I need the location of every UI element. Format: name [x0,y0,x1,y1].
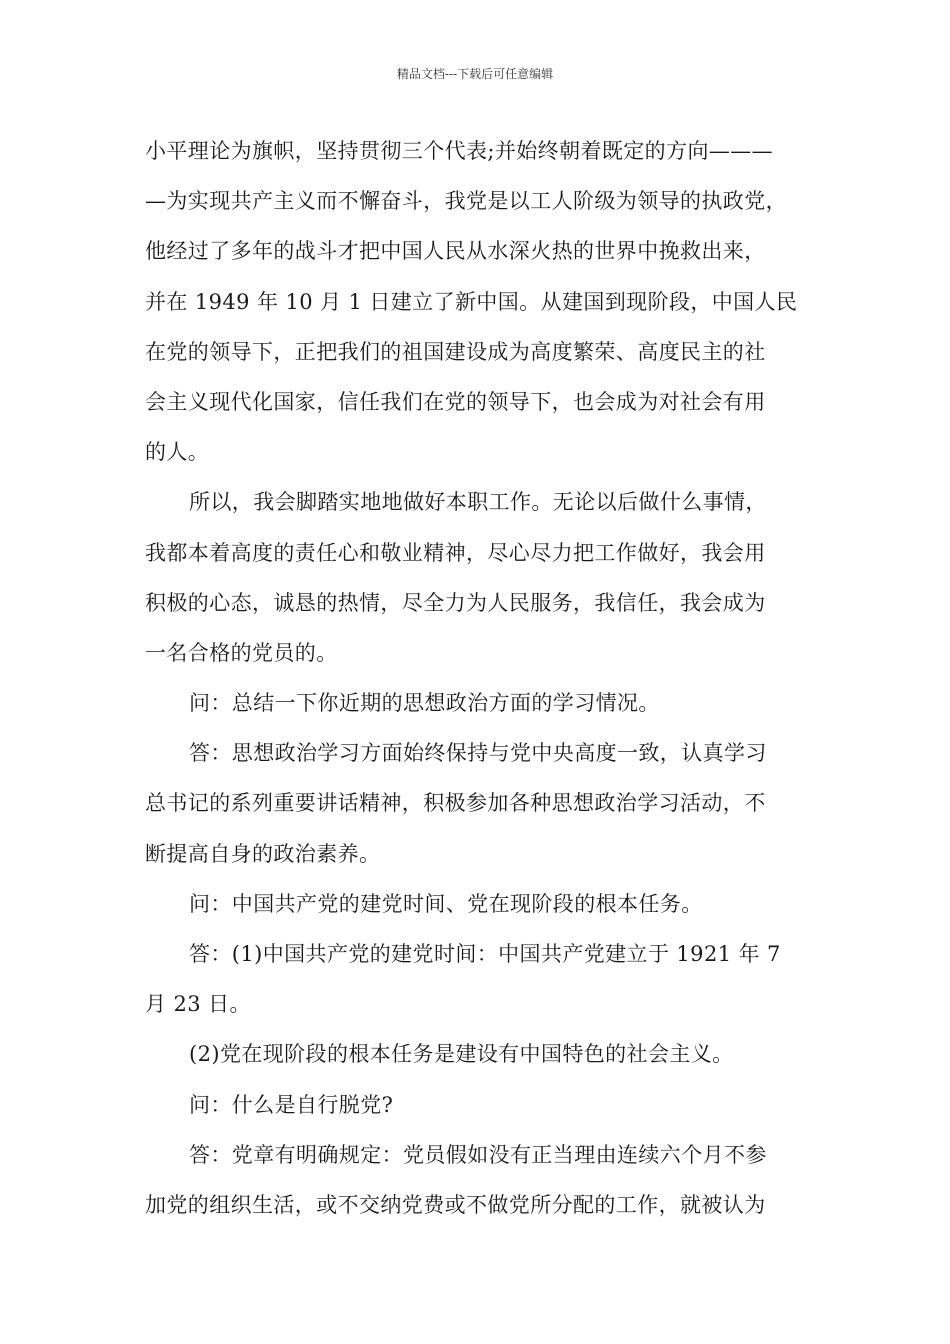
text-line: 加党的组织生活，或不交纳党费或不做党所分配的工作，就被认为 [145,1192,766,1217]
text-line: 积极的心态，诚恳的热情，尽全力为人民服务，我信任，我会成为 [145,590,766,615]
text-line: 问：总结一下你近期的思想政治方面的学习情况。 [189,691,660,716]
text-line: 我都本着高度的责任心和敬业精神，尽心尽力把工作做好，我会用 [145,540,766,565]
text-line: 答：思想政治学习方面始终保持与党中央高度一致，认真学习 [189,741,767,766]
text-line: 月 23 日。 [145,992,251,1017]
text-line: 会主义现代化国家，信任我们在党的领导下，也会成为对社会有用 [145,389,766,414]
text-line: 他经过了多年的战斗才把中国人民从水深火热的世界中挽救出来， [145,239,766,264]
text-line: 答：党章有明确规定：党员假如没有正当理由连续六个月不参 [189,1142,767,1167]
page-header: 精品文档---下载后可任意编辑 [396,67,554,81]
text-line: 小平理论为旗帜，坚持贯彻三个代表;并始终朝着既定的方向——— [145,139,774,163]
text-line: (2)党在现阶段的根本任务是建设有中国特色的社会主义。 [189,1042,734,1067]
text-line: 的人。 [145,440,210,465]
text-line: 在党的领导下，正把我们的祖国建设成为高度繁荣、高度民主的社 [145,339,766,364]
text-line: 一名合格的党员的。 [145,640,338,665]
text-line: 总书记的系列重要讲话精神，积极参加各种思想政治学习活动，不 [145,791,766,816]
text-line: 答：(1)中国共产党的建党时间：中国共产党建立于 1921 年 7 [189,942,781,966]
text-line: 问：什么是自行脱党? [189,1092,394,1117]
text-line: 所以，我会脚踏实地地做好本职工作。无论以后做什么事情， [189,490,767,515]
text-line: 问：中国共产党的建党时间、党在现阶段的根本任务。 [189,891,703,916]
document-body [145,126,805,1230]
text-line: 断提高自身的政治素养。 [145,841,381,866]
text-line: —为实现共产主义而不懈奋斗，我党是以工人阶级为领导的执政党， [145,189,787,214]
text-line: 并在 1949 年 10 月 1 日建立了新中国。从建国到现阶段，中国人民 [145,289,798,314]
